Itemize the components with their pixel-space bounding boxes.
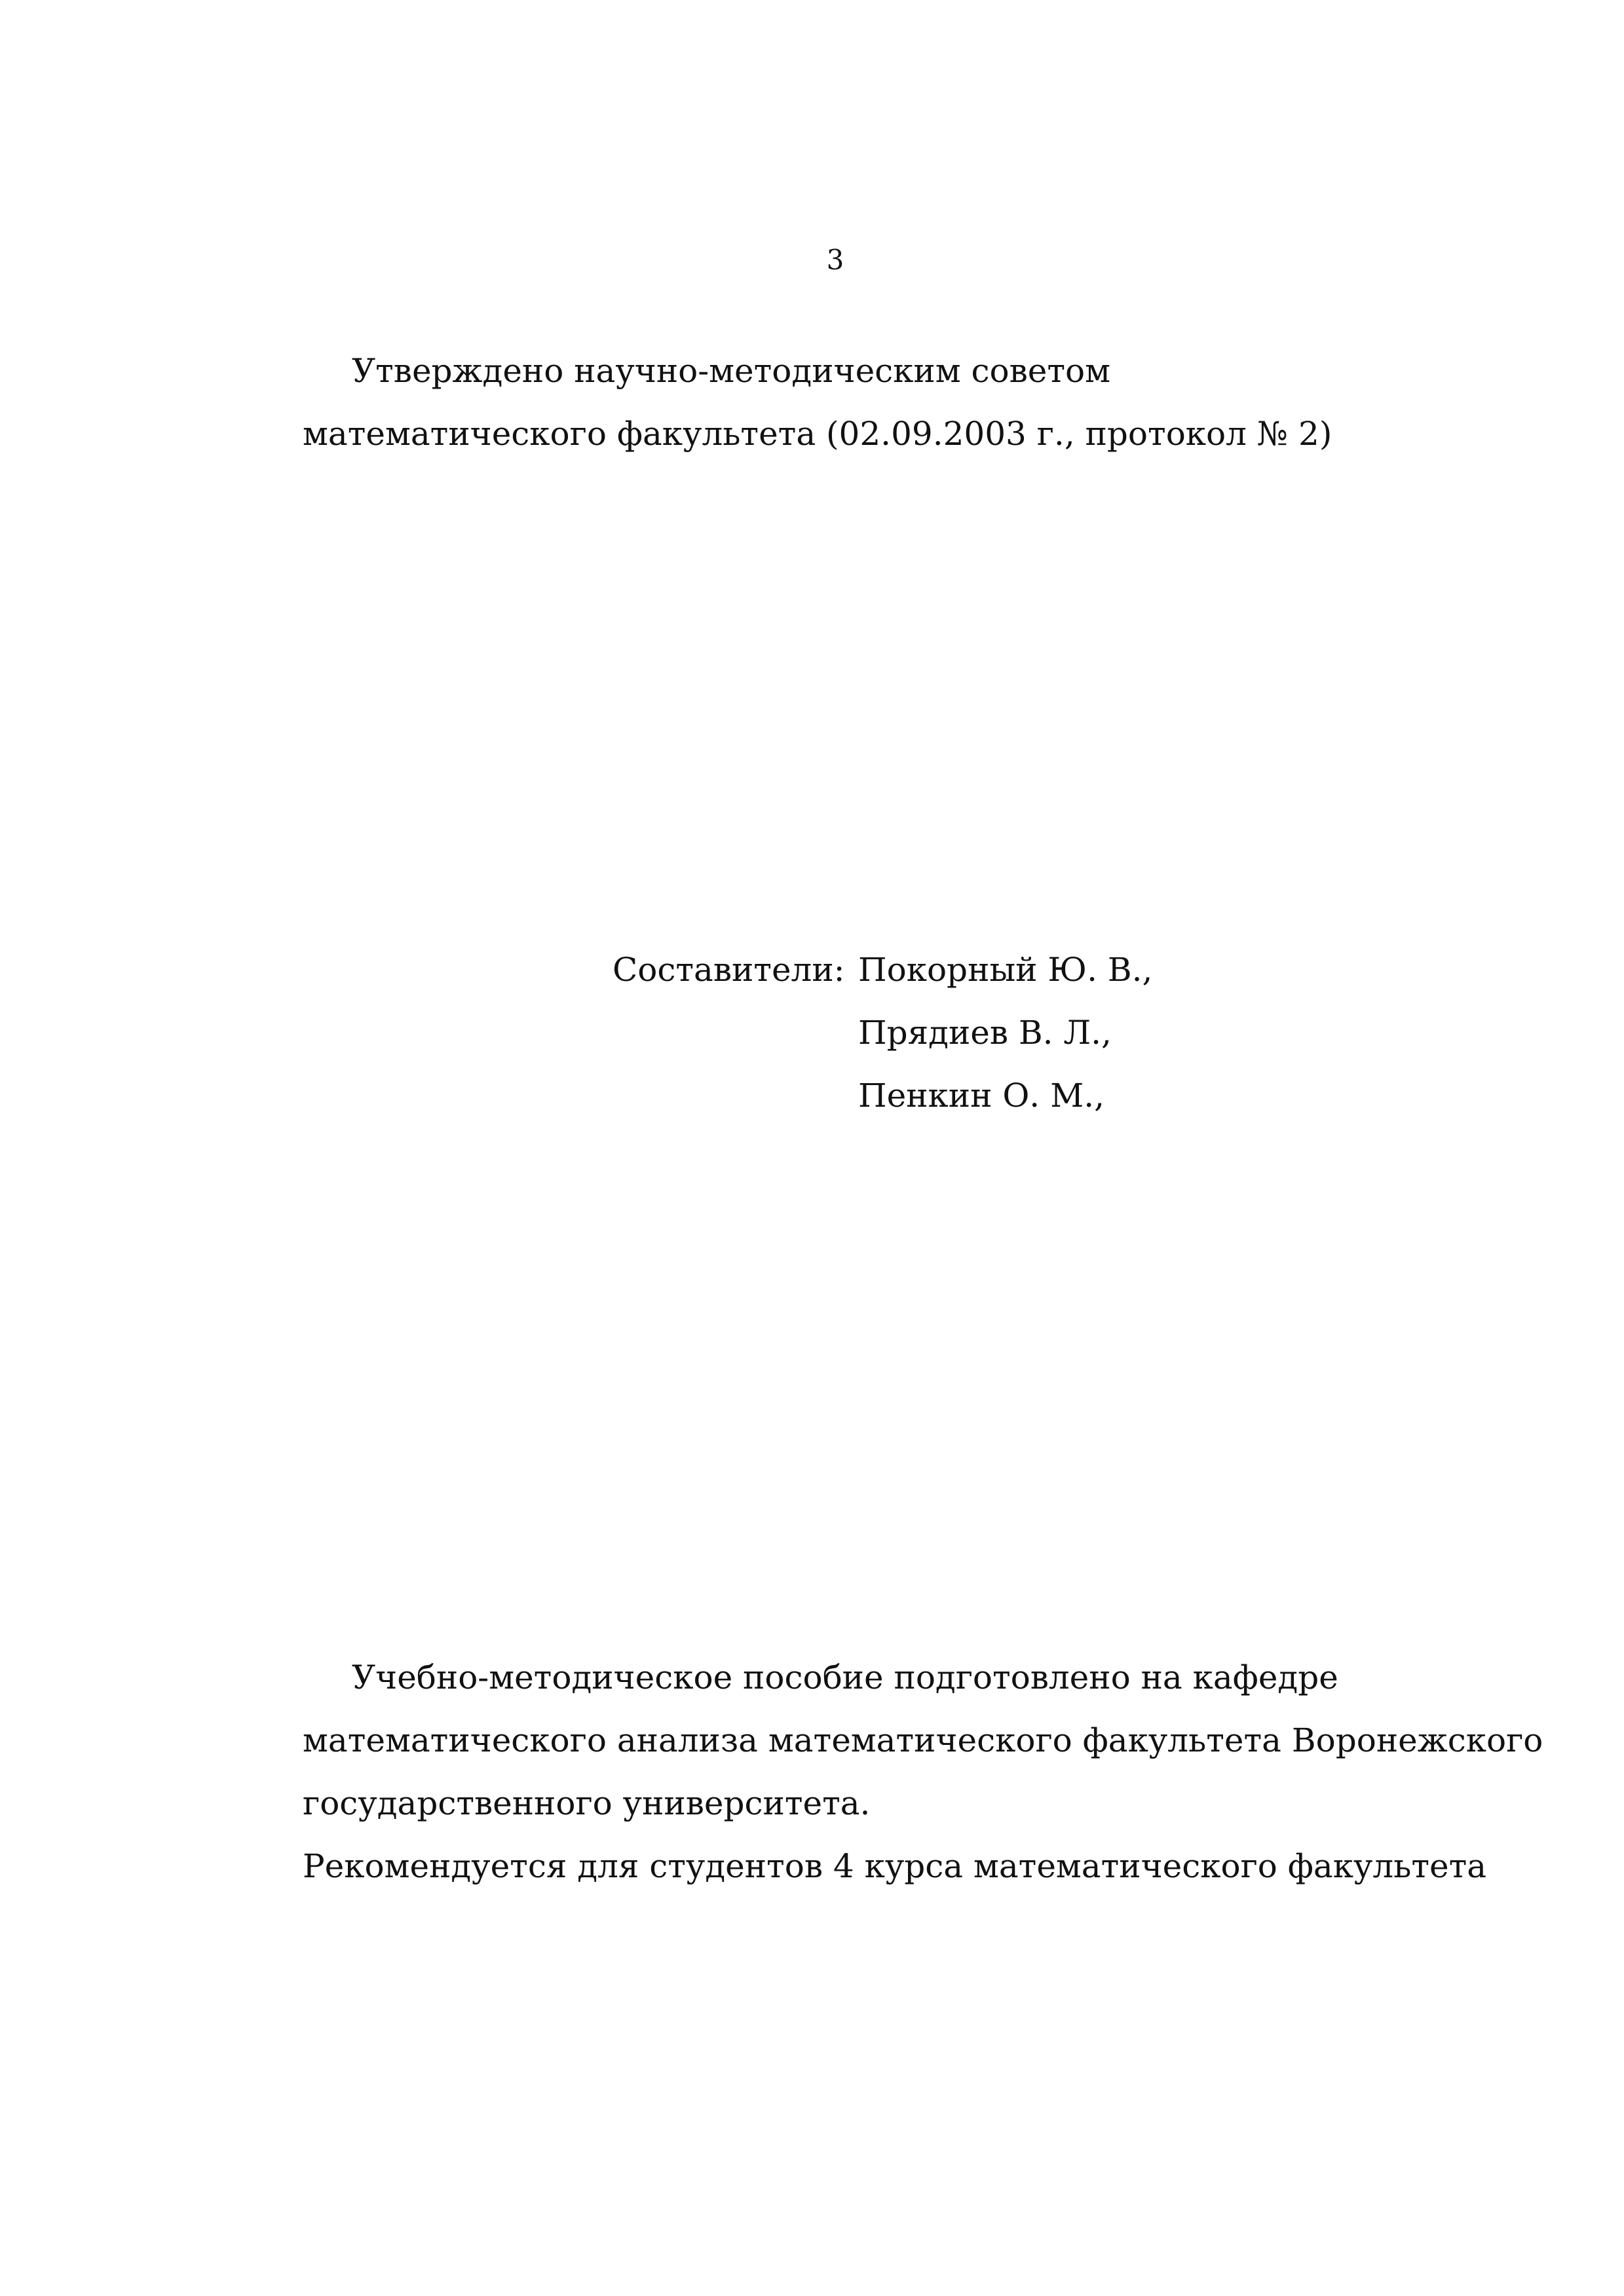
description-block	[303, 1646, 1600, 1898]
recommendation-text: Рекомендуется для студентов 4 курса математического факультета	[303, 1847, 1487, 1885]
compilers-label: Составители:	[613, 951, 845, 989]
compiler-name: Покорный Ю. В.,	[858, 951, 1153, 989]
compilers-row-3	[613, 1064, 1152, 1127]
compiler-name: Пенкин О. М.,	[858, 1077, 1105, 1115]
description-paragraph: Учебно-методическое пособие подготовлено на кафедре математического анализа математического факультета Воронежского государственного университета.	[303, 1658, 1543, 1822]
compiler-name: Прядиев В. Л.,	[858, 1014, 1112, 1052]
compilers-block	[613, 938, 1152, 1127]
compilers-row-2	[613, 1001, 1152, 1064]
approval-note: Утверждено научно-методическим советом математического факультета (02.09.2003 г., протокол № 2)	[303, 352, 1332, 453]
compilers-row-1	[613, 938, 1152, 1001]
page-number: 3	[826, 244, 844, 276]
